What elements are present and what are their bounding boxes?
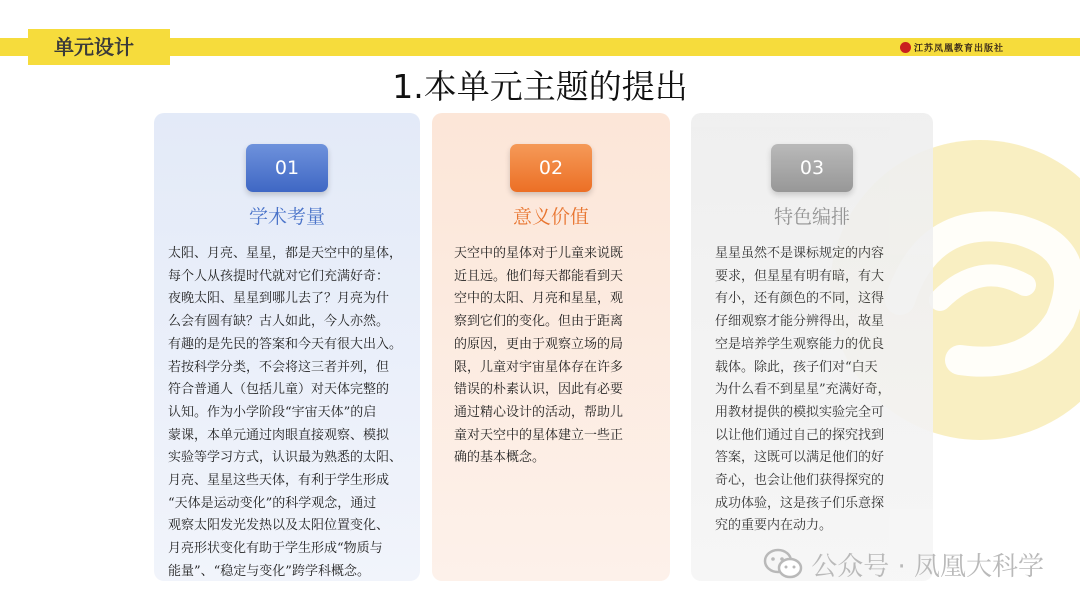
- publisher-name: 江苏凤凰教育出版社: [913, 43, 1004, 54]
- card-heading: 意义价值: [512, 206, 589, 228]
- watermark-text: 公众号 · 凤凰大科学: [811, 551, 1044, 582]
- card-heading: 学术考量: [248, 206, 325, 228]
- card-features: [691, 113, 933, 581]
- card-body: 天空中的星体对于儿童来说既 近且远。他们每天都能看到天 空中的太阳、月亮和星星，观 察到它们的变化。但由于距离 的原因，更由于观察立场的局 限，儿童对宇宙星体存在许多 错误的朴素认识，因此有必要 通过精心设计的活动，帮助儿 童对天空中的星体建立一些正 确的基本概念。: [454, 246, 624, 466]
- section-tab: 单元设计: [28, 29, 170, 65]
- publisher-logo-icon: [900, 42, 911, 53]
- card-number-badge: 03: [771, 144, 853, 192]
- card-body: 星星虽然不是课标规定的内容 要求，但星星有明有暗，有大 有小，还有颜色的不同，这得 仔细观察才能分辨得出，故星 空是培养学生观察能力的优良 载体。除此，孩子们对“白天 为什么看不到星星”充满好奇， 用教材提供的模拟实验完全可 以让他们通过自己的探究找到 答案，这既可以满足他们的好 奇心，也会让他们获得探究的 成功体验，这是孩子们乐意探 究的重要内在动力。: [715, 246, 891, 534]
- slide-title: 1.本单元主题的提出: [392, 67, 688, 106]
- card-body: 太阳、月亮、星星，都是天空中的星体， 每个人从孩提时代就对它们充满好奇： 夜晚太阳、星星到哪儿去了？月亮为什 么会有圆有缺？古人如此，今人亦然。 有趣的是先民的答案和今天有很大出入。 若按科学分类，不会将这三者并列，但 符合普通人（包括儿童）对天体完整的 认知。作为小学阶段“宇宙天体”的启 蒙课，本单元通过肉眼直接观察、模拟 实验等学习方式，认识最为熟悉的太阳、 月亮、星星这些天体，有利于学生形成 “天体是运动变化”的科学观念，通过 观察太阳发光发热以及太阳位置变化、 月亮形状变化有助于学生形成“物质与 能量”、“稳定与变化”跨学科概念。: [168, 246, 403, 579]
- card-number-badge: 01: [246, 144, 328, 192]
- card-heading: 特色编排: [773, 206, 850, 228]
- card-number-badge: 02: [510, 144, 592, 192]
- wechat-icon: [763, 548, 803, 580]
- publisher-logo: [900, 40, 1004, 54]
- watermark: [763, 546, 1044, 582]
- card-value: [432, 113, 670, 581]
- card-academic: [154, 113, 420, 581]
